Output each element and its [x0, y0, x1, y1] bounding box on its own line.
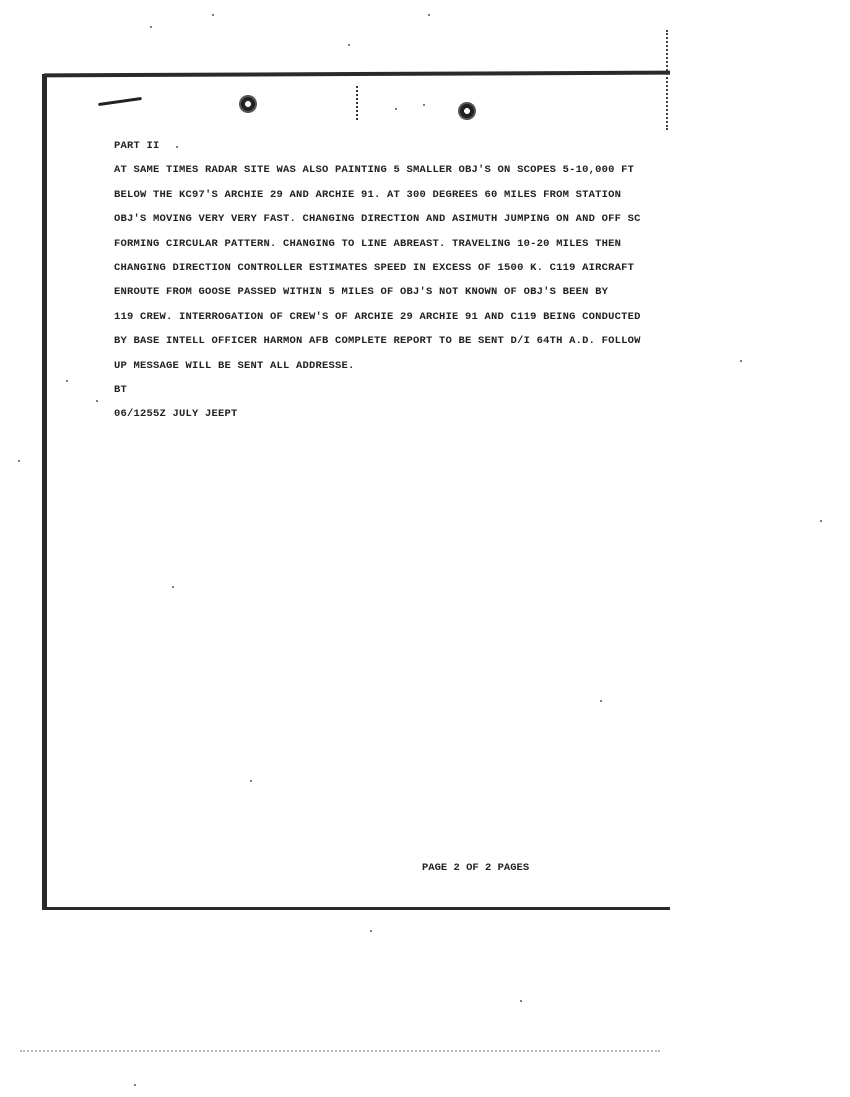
scan-speck [212, 14, 214, 16]
scan-speck [150, 26, 152, 28]
scan-speck [18, 460, 20, 462]
scan-speck [520, 1000, 522, 1002]
body-line: OBJ'S MOVING VERY VERY FAST. CHANGING DIRECTION AND ASIMUTH JUMPING ON AND OFF SC [114, 213, 641, 225]
scan-speck [96, 400, 98, 402]
scan-speck [134, 1084, 136, 1086]
body-line: ENROUTE FROM GOOSE PASSED WITHIN 5 MILES OF OBJ'S NOT KNOWN OF OBJ'S BEEN BY [114, 286, 609, 299]
scan-speck [395, 108, 397, 110]
copy-frame-left [42, 74, 47, 910]
copy-frame-bottom [44, 907, 670, 910]
body-line: BY BASE INTELL OFFICER HARMON AFB COMPLETE REPORT TO BE SENT D/I 64TH A.D. FOLLOW [114, 335, 641, 347]
page-number: PAGE 2 OF 2 PAGES [422, 862, 530, 874]
break-marker: BT [114, 384, 128, 396]
pen-stroke-mark [98, 97, 142, 106]
scan-speck [820, 520, 822, 522]
body-line: AT SAME TIMES RADAR SITE WAS ALSO PAINTING 5 SMALLER OBJ'S ON SCOPES 5-10,000 FT [114, 164, 635, 177]
message-body [114, 134, 674, 427]
scan-speck [740, 360, 742, 362]
scan-speck [370, 930, 372, 932]
scan-speck [66, 380, 68, 382]
copy-frame-right-ticks [656, 30, 668, 130]
body-line: BELOW THE KC97'S ARCHIE 29 AND ARCHIE 91. AT 300 DEGREES 60 MILES FROM STATION [114, 189, 622, 201]
punch-hole-icon [239, 95, 257, 113]
scan-speck [176, 146, 178, 148]
scan-speck [250, 780, 252, 782]
body-line: UP MESSAGE WILL BE SENT ALL ADDRESSE. [114, 359, 355, 372]
body-line: CHANGING DIRECTION CONTROLLER ESTIMATES SPEED IN EXCESS OF 1500 K. C119 AIRCRAFT [114, 262, 635, 274]
scan-speck [428, 14, 430, 16]
centre-registration-mark [356, 86, 362, 120]
copy-frame-top [44, 71, 670, 78]
body-line: 119 CREW. INTERROGATION OF CREW'S OF ARCHIE 29 ARCHIE 91 AND C119 BEING CONDUCTED [114, 311, 641, 323]
scan-speck [348, 44, 350, 46]
scan-speck [600, 700, 602, 702]
section-heading: PART II [114, 140, 160, 152]
date-time-group: 06/1255Z JULY JEEPT [114, 408, 238, 421]
scan-speck [423, 104, 425, 106]
punch-hole-icon [458, 102, 476, 120]
body-line: FORMING CIRCULAR PATTERN. CHANGING TO LINE ABREAST. TRAVELING 10-20 MILES THEN [114, 237, 622, 250]
scan-noise-strip [20, 1050, 660, 1062]
scan-speck [172, 586, 174, 588]
